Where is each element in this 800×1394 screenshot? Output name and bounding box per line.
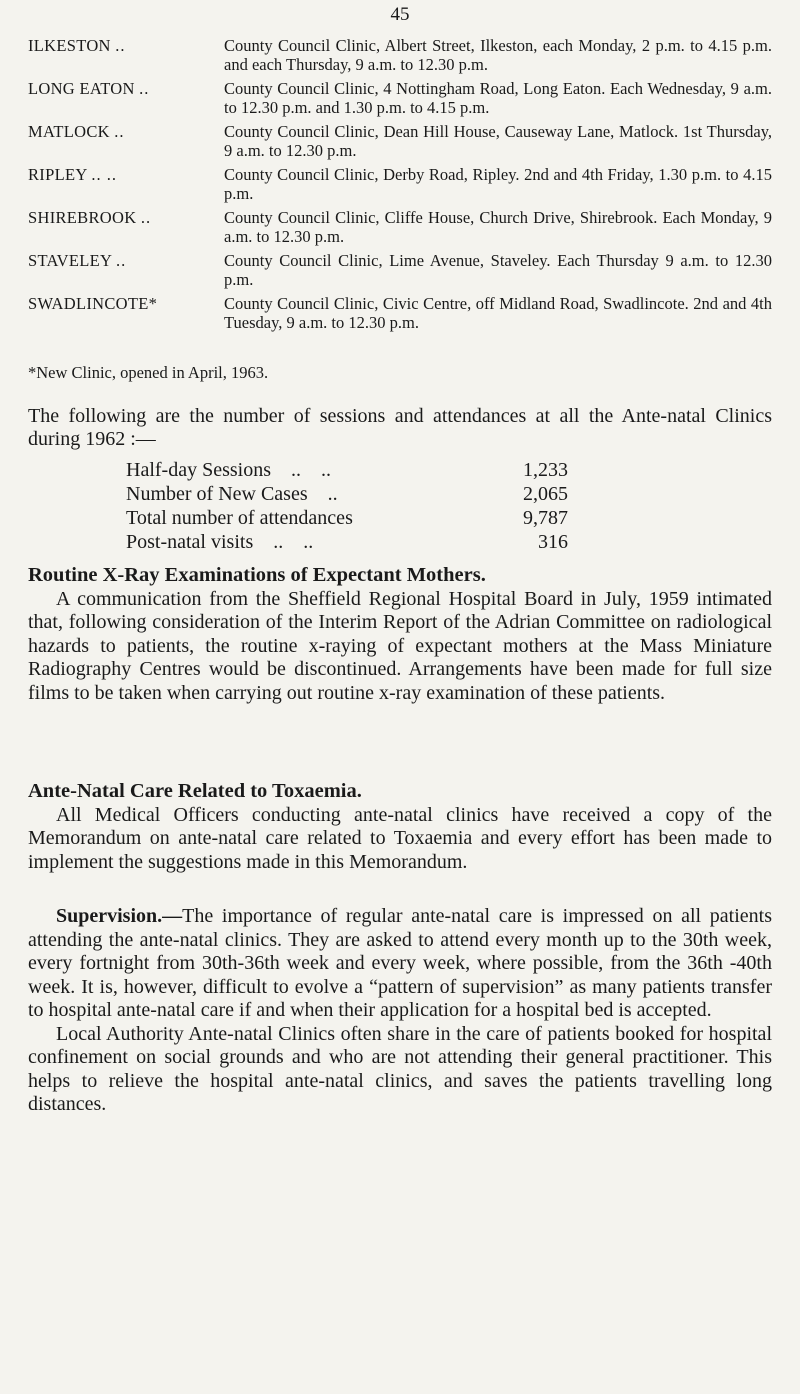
leader-dots: .. — [116, 251, 127, 270]
clinic-town: STAVELEY — [28, 251, 112, 270]
clinic-entry — [28, 36, 772, 74]
clinic-town: ILKESTON — [28, 36, 111, 55]
stat-value: 316 — [538, 531, 568, 553]
clinic-entry — [28, 251, 772, 289]
clinic-town: SWADLINCOTE* — [28, 294, 158, 313]
attendance-stats — [126, 458, 606, 554]
clinic-town: SHIREBROOK — [28, 208, 137, 227]
clinic-entry — [28, 165, 772, 203]
footnote: *New Clinic, opened in April, 1963. — [28, 363, 269, 382]
stat-value: 1,233 — [523, 459, 568, 481]
clinic-details: County Council Clinic, Albert Street, Ilkeston, each Monday, 2 p.m. to 4.15 p.m. and each Thursday, 9 a.m. to 12.30 p.m. — [224, 36, 772, 74]
stat-label: Half-day Sessions .. .. — [126, 459, 331, 481]
stat-row — [126, 506, 606, 530]
clinic-details: County Council Clinic, Lime Avenue, Staveley. Each Thursday 9 a.m. to 12.30 p.m. — [224, 251, 772, 289]
clinic-entry — [28, 79, 772, 117]
xray-section — [28, 564, 772, 705]
toxaemia-section — [28, 780, 772, 874]
clinic-details: County Council Clinic, Derby Road, Ripley. 2nd and 4th Friday, 1.30 p.m. to 4.15 p.m. — [224, 165, 772, 203]
clinic-town: RIPLEY — [28, 165, 87, 184]
leader-dots: .. .. — [91, 165, 118, 184]
clinic-details: County Council Clinic, 4 Nottingham Road, Long Eaton. Each Wednesday, 9 a.m. to 12.30 p.m. and 1.30 p.m. to 4.15 p.m. — [224, 79, 772, 117]
section-body: A communication from the Sheffield Regional Hospital Board in July, 1959 intimated that, following consideration of the Interim Report of the Adrian Committee on radiological hazards to patients, the routine x-raying of expectant mothers at the Mass Miniature Radiography Centres would be discontinued. Arrangements have been made for full size films to be taken when carrying out routine x-ray examination of these patients. — [28, 587, 772, 704]
clinic-town: LONG EATON — [28, 79, 135, 98]
clinic-list — [28, 36, 772, 337]
clinic-details: County Council Clinic, Cliffe House, Church Drive, Shirebrook. Each Monday, 9 a.m. to 12.30 p.m. — [224, 208, 772, 246]
supervision-section — [28, 905, 772, 1117]
leader-dots: .. — [115, 36, 126, 55]
stat-row — [126, 530, 606, 554]
clinic-details: County Council Clinic, Civic Centre, off Midland Road, Swadlincote. 2nd and 4th Tuesday, 9 a.m. to 12.30 p.m. — [224, 294, 772, 332]
clinic-town: MATLOCK — [28, 122, 110, 141]
section-body: Local Authority Ante-natal Clinics often share in the care of patients booked for hospital confinement on social grounds and who are not attending their general practitioner. This helps to relieve the hospital ante-natal clinics, and saves the patients travelling long distances. — [28, 1022, 772, 1115]
stat-row — [126, 482, 606, 506]
intro-paragraph: The following are the number of sessions and attendances at all the Ante-natal Clinics during 1962 :— — [28, 405, 772, 450]
clinic-entry — [28, 294, 772, 332]
stat-label: Number of New Cases .. — [126, 483, 338, 505]
stat-value: 2,065 — [523, 483, 568, 505]
leader-dots: .. — [140, 208, 152, 227]
section-run-in-heading: Supervision.— — [56, 905, 183, 927]
section-heading: Routine X-Ray Examinations of Expectant Mothers. — [28, 564, 486, 586]
page-number: 45 — [390, 4, 410, 25]
stat-label: Post-natal visits .. .. — [126, 531, 314, 553]
clinic-entry — [28, 122, 772, 160]
stat-row — [126, 458, 606, 482]
leader-dots: .. — [139, 79, 150, 98]
stat-label: Total number of attendances — [126, 507, 353, 529]
section-body: All Medical Officers conducting ante-natal clinics have received a copy of the Memorandum on ante-natal care related to Toxaemia and every effort has been made to implement the suggestions made in this Memorandum. — [28, 803, 772, 873]
section-heading: Ante-Natal Care Related to Toxaemia. — [28, 780, 362, 802]
clinic-entry — [28, 208, 772, 246]
clinic-details: County Council Clinic, Dean Hill House, Causeway Lane, Matlock. 1st Thursday, 9 a.m. to 12.30 p.m. — [224, 122, 772, 160]
leader-dots: .. — [114, 122, 125, 141]
stat-value: 9,787 — [523, 507, 568, 529]
section-body: The importance of regular ante-natal care is impressed on all patients attending the ante-natal clinics. They are asked to attend every month up to the 30th week, every fortnight from 30th-36th week and every week, where possible, from the 36th -40th week. It is, however, difficult to evolve a “pattern of supervision” as many patients transfer to hospital ante-natal care if and when their application for a hospital bed is accepted. — [28, 905, 772, 1021]
